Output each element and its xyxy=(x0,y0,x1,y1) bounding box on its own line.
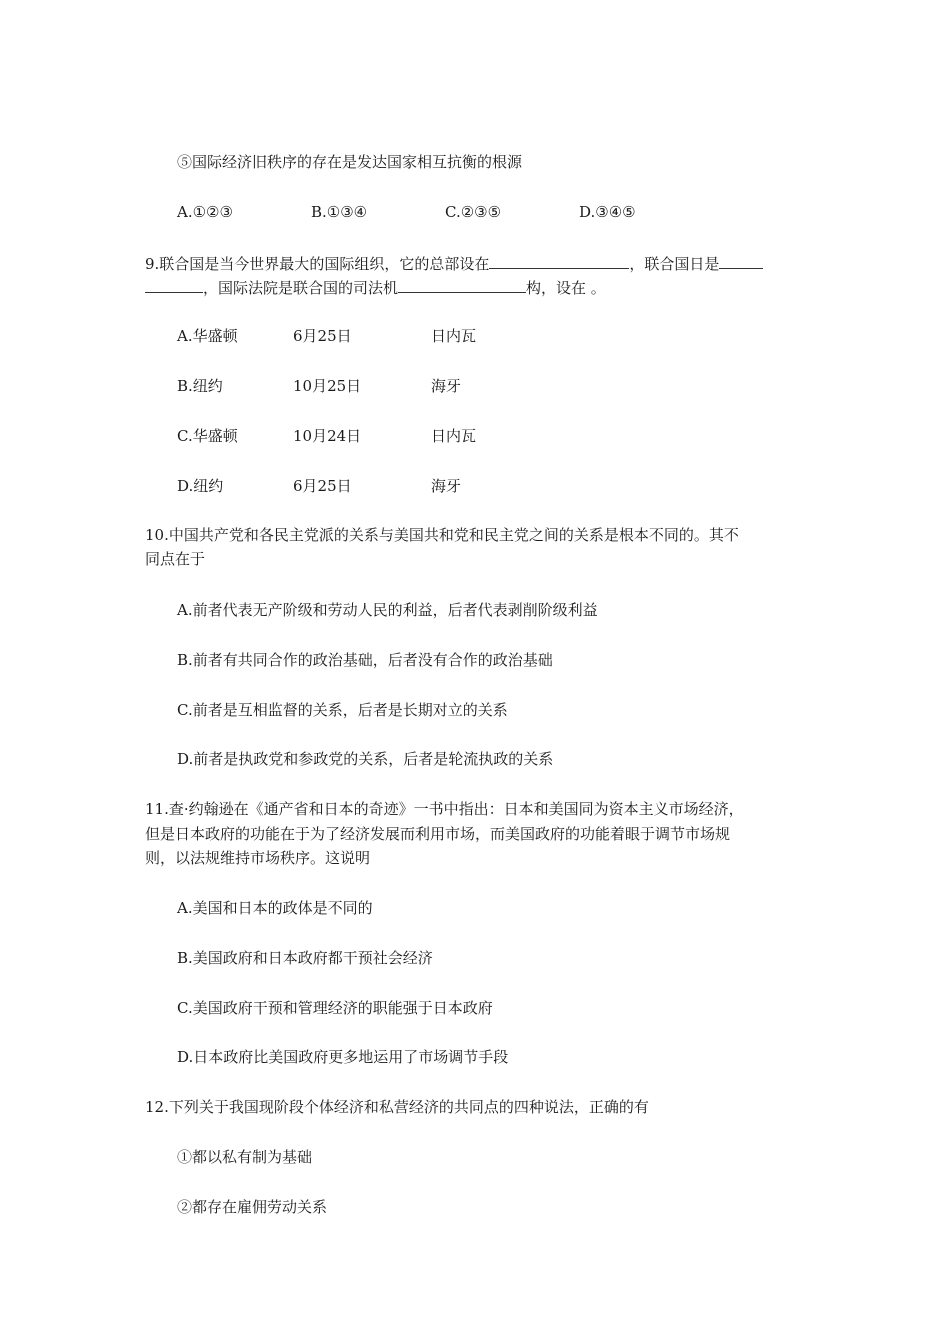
q9-option-a-place: 日内瓦 xyxy=(431,327,477,345)
q11-option-c: C.美国政府干预和管理经济的职能强于日本政府 xyxy=(177,999,493,1017)
q12-stem: 12.下列关于我国现阶段个体经济和私营经济的共同点的四种说法，正确的有 xyxy=(145,1098,649,1116)
q9-option-d-date: 6月25日 xyxy=(293,477,352,495)
q9-option-c xyxy=(0,426,950,446)
q11-option-b: B.美国政府和日本政府都干预社会经济 xyxy=(177,949,433,967)
q10-option-a: A.前者代表无产阶级和劳动人民的利益，后者代表剥削阶级利益 xyxy=(177,601,598,619)
q11-option-d: D.日本政府比美国政府更多地运用了市场调节手段 xyxy=(177,1048,509,1066)
q8-option-d: D.③④⑤ xyxy=(579,203,636,221)
q9-stem-part-2: ，联合国日是 xyxy=(629,255,720,273)
q8-option-b: B.①③④ xyxy=(311,203,368,221)
q9-stem-part-4: 构，设在 。 xyxy=(526,279,606,297)
q11-stem-line-2: 但是日本政府的功能在于为了经济发展而利用市场，而美国政府的功能着眼于调节市场规 xyxy=(145,825,731,843)
q9-blank-un-day-start xyxy=(719,253,763,269)
q12-item-1: ①都以私有制为基础 xyxy=(177,1148,313,1166)
q9-stem-part-1: 9.联合国是当今世界最大的国际组织，它的总部设在 xyxy=(145,255,490,273)
q9-option-c-place: 日内瓦 xyxy=(431,427,477,445)
q9-option-d-place: 海牙 xyxy=(431,477,462,495)
q8-option-c: C.②③⑤ xyxy=(445,203,502,221)
q11-stem-line-3: 则，以法规维持市场秩序。这说明 xyxy=(145,849,371,867)
q9-option-c-label: C.华盛顿 xyxy=(177,427,238,445)
q10-stem-line-1: 10.中国共产党和各民主党派的关系与美国共和党和民主党之间的关系是根本不同的。其不 xyxy=(145,526,739,544)
q9-option-a xyxy=(0,326,950,346)
q9-option-c-date: 10月24日 xyxy=(293,427,362,445)
q8-options xyxy=(0,202,950,222)
q9-blank-un-day-end xyxy=(145,277,203,293)
q9-option-a-date: 6月25日 xyxy=(293,327,352,345)
q10-option-c: C.前者是互相监督的关系，后者是长期对立的关系 xyxy=(177,701,508,719)
q9-option-a-label: A.华盛顿 xyxy=(177,327,238,345)
q9-blank-headquarters xyxy=(489,253,629,269)
q10-stem-line-2: 同点在于 xyxy=(145,550,206,568)
q9-option-d-label: D.纽约 xyxy=(177,477,224,495)
q9-stem-line-1 xyxy=(145,253,763,274)
q10-option-d: D.前者是执政党和参政党的关系，后者是轮流执政的关系 xyxy=(177,750,554,768)
q9-option-b-place: 海牙 xyxy=(431,377,462,395)
q9-option-b xyxy=(0,376,950,396)
q9-option-b-label: B.纽约 xyxy=(177,377,223,395)
q12-item-2: ②都存在雇佣劳动关系 xyxy=(177,1198,328,1216)
q10-option-b: B.前者有共同合作的政治基础，后者没有合作的政治基础 xyxy=(177,651,553,669)
q9-option-d xyxy=(0,476,950,496)
q11-stem-line-1: 11.查·约翰逊在《通产省和日本的奇迹》一书中指出：日本和美国同为资本主义市场经济， xyxy=(145,800,744,818)
q11-option-a: A.美国和日本的政体是不同的 xyxy=(177,899,373,917)
q8-option-a: A.①②③ xyxy=(177,203,233,221)
q9-option-b-date: 10月25日 xyxy=(293,377,362,395)
q9-blank-court xyxy=(398,277,526,293)
q9-stem-line-2 xyxy=(145,277,606,298)
q9-stem-part-3: ，国际法院是联合国的司法机 xyxy=(203,279,399,297)
q8-item-5: ⑤国际经济旧秩序的存在是发达国家相互抗衡的根源 xyxy=(177,153,523,171)
